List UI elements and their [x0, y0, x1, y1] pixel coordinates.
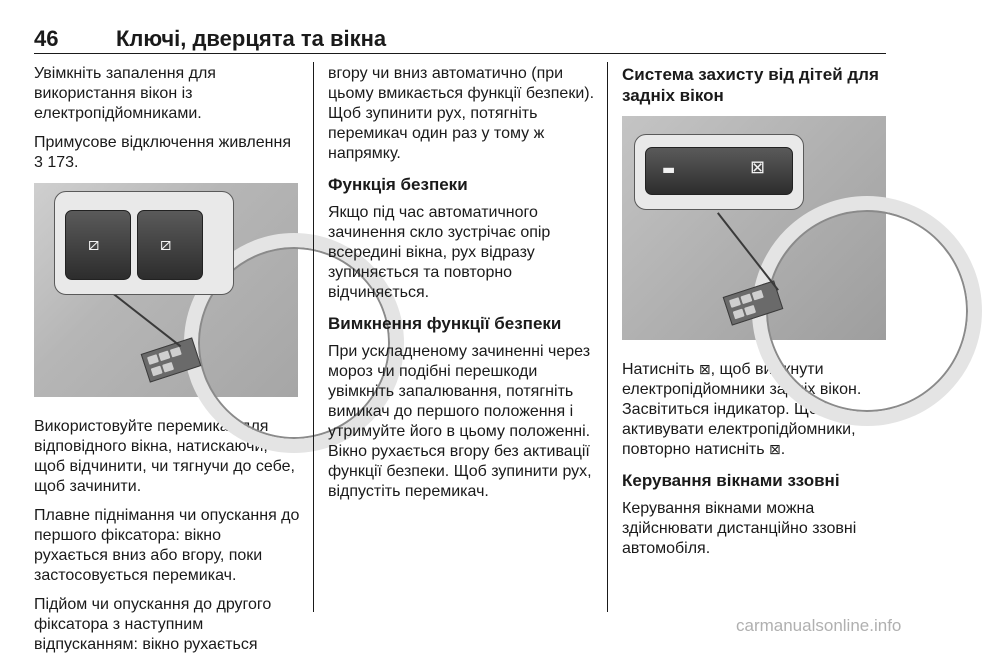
child-lock-button [645, 147, 793, 195]
window-switch-icon: ⧄ [160, 234, 172, 255]
paragraph-switch-use: Використовуйте перемикач для відповідного вікна, натискаючи, щоб відчинити, чи тягнучи до себе, щоб зачинити. [34, 418, 295, 495]
heading-remote-window-control: Керування вікнами ззовні [622, 471, 840, 490]
child-lock-icon: ⊠ [750, 157, 766, 178]
paragraph-power-cutoff: Примусове відключення живлення 3 173. [34, 134, 291, 171]
paragraph-child-lock: Натисніть ⊠, щоб вимкнути електропідйомники задніх вікон. Засвітиться індикатор. Щоб активувати електропідйомники, повторно натисніть ⊠. [622, 361, 862, 458]
child-lock-illustration [622, 116, 886, 340]
child-lock-icon: ⊠ [768, 442, 781, 458]
window-switch-illustration [34, 183, 298, 397]
paragraph-safety-function: Якщо під час автоматичного зачинення скло зустрічає опір всередині вікна, рух відразу зупиняється та повторно відчиняється. [328, 204, 551, 301]
column-divider [607, 62, 608, 612]
switch-callout [54, 191, 234, 295]
child-lock-icon: ⊠ [698, 362, 711, 378]
indicator-led-icon: ▬ [662, 162, 676, 178]
heading-disable-safety: Вимкнення функції безпеки [328, 314, 562, 333]
chapter-title: Ключі, дверцята та вікна [116, 26, 387, 51]
watermark: carmanualsonline.info [736, 616, 902, 635]
window-switch-icon: ⧄ [88, 234, 100, 255]
page-reference-link[interactable]: 173. [42, 154, 79, 171]
callout-pointer-line [106, 287, 182, 347]
page-reference-arrow-icon: 3 [34, 154, 43, 171]
paragraph-disable-safety: При ускладненому зачиненні через мороз чи подібні перешкоди увімкніть запалювання, потягніть вимикач до першого положення і утримуйте його в цьому положенні. Вікно рухається вгору без активації функції безпеки. Щоб зупинити рух, відпустіть перемикач. [328, 343, 592, 500]
paragraph-auto-mode: вгору чи вниз автоматично (при цьому вмикається функції безпеки). Щоб зупинити рух, потягніть перемикач один раз у тому ж напрямку. [328, 65, 595, 162]
front-left-window-switch [65, 210, 131, 280]
page-number: 46 [34, 26, 59, 51]
column-3 [622, 64, 888, 568]
paragraph-second-detent: Підйом чи опускання до другого фіксатора з наступним відпусканням: вікно рухається [34, 596, 272, 653]
heading-safety-function: Функція безпеки [328, 175, 468, 194]
child-lock-callout [634, 134, 804, 210]
page-header [34, 20, 886, 54]
paragraph-remote-window-control: Керування вікнами можна здійснювати дистанційно ззовні автомобіля. [622, 500, 857, 557]
heading-child-lock: Система захисту від дітей для задніх вікон [622, 65, 879, 105]
column-1 [34, 64, 300, 664]
column-divider [313, 62, 314, 612]
column-2 [328, 64, 594, 511]
paragraph-first-detent: Плавне піднімання чи опускання до першого фіксатора: вікно рухається вниз або вгору, поки застосовується перемикач. [34, 507, 300, 584]
front-right-window-switch [137, 210, 203, 280]
paragraph-ignition: Увімкніть запалення для використання вікон із електропідйомниками. [34, 65, 216, 122]
steering-wheel-shape [752, 196, 982, 426]
